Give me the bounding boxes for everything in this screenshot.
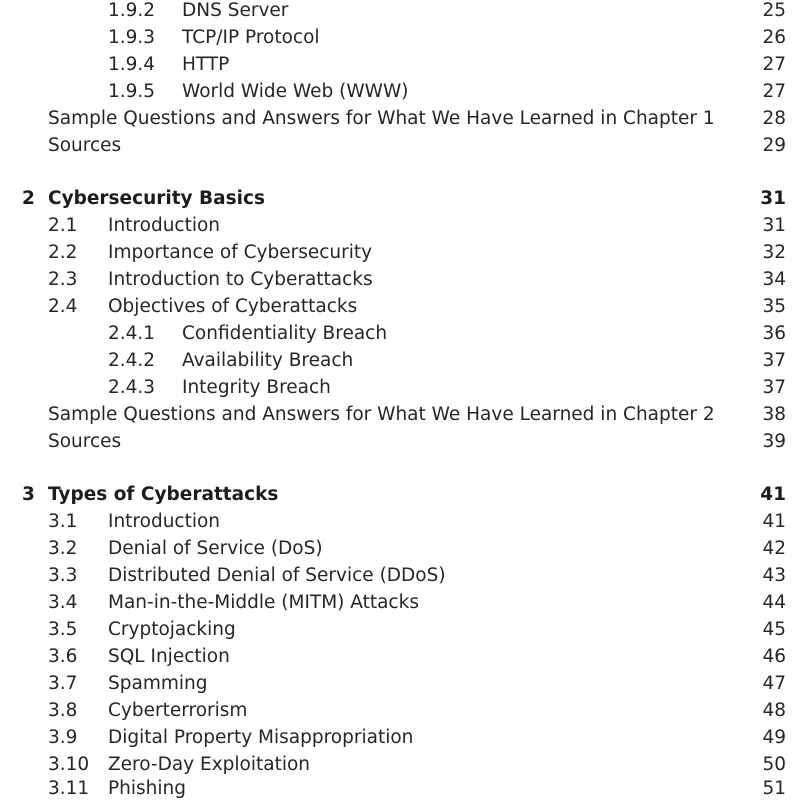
toc-entry-3-5 <box>0 617 800 643</box>
section-title: Phishing <box>108 778 186 799</box>
page-number: 48 <box>762 700 786 721</box>
section-title: Confidentiality Breach <box>182 323 388 344</box>
page-number: 28 <box>762 108 786 129</box>
toc-entry-3-4 <box>0 590 800 616</box>
toc-entry-sources-ch1 <box>0 133 800 159</box>
entry-title: Sample Questions and Answers for What We Have Learned in Chapter 1 <box>48 108 715 129</box>
section-number: 3.11 <box>48 778 90 799</box>
page-number: 27 <box>762 81 786 102</box>
toc-entry-sample-questions-ch2 <box>0 402 800 428</box>
section-number: 3.4 <box>48 592 78 613</box>
section-title: Distributed Denial of Service (DDoS) <box>108 565 446 586</box>
page-number: 38 <box>762 404 786 425</box>
section-title: Importance of Cybersecurity <box>108 242 373 263</box>
page-number: 36 <box>762 323 786 344</box>
page-number: 37 <box>762 350 786 371</box>
section-number: 2.4 <box>48 296 78 317</box>
section-number: 1.9.4 <box>108 54 156 75</box>
toc-entry-sources-ch2 <box>0 429 800 455</box>
section-title: Introduction <box>108 215 221 236</box>
section-number: 3.8 <box>48 700 78 721</box>
toc-entry-2-2 <box>0 240 800 266</box>
section-title: Digital Property Misappropriation <box>108 727 414 748</box>
toc-entry-2-3 <box>0 267 800 293</box>
section-title: TCP/IP Protocol <box>182 27 320 48</box>
section-number: 1.9.5 <box>108 81 156 102</box>
toc-entry-1-9-3 <box>0 25 800 51</box>
section-title: Introduction to Cyberattacks <box>108 269 373 290</box>
page-number: 41 <box>760 484 786 505</box>
page-number: 42 <box>762 538 786 559</box>
entry-title: Sources <box>48 431 122 452</box>
section-number: 3.10 <box>48 754 90 775</box>
section-number: 1.9.3 <box>108 27 156 48</box>
toc-entry-3-6 <box>0 644 800 670</box>
toc-entry-3-7 <box>0 671 800 697</box>
section-number: 2.3 <box>48 269 78 290</box>
section-title: Availability Breach <box>182 350 354 371</box>
chapter-title: Types of Cyberattacks <box>48 484 279 505</box>
toc-chapter-3 <box>0 482 800 508</box>
chapter-title: Cybersecurity Basics <box>48 188 265 209</box>
toc-entry-2-4-1 <box>0 321 800 347</box>
page-number: 41 <box>762 511 786 532</box>
page-number: 44 <box>762 592 786 613</box>
page-number: 31 <box>760 188 786 209</box>
page-number: 49 <box>762 727 786 748</box>
chapter-number: 3 <box>22 484 35 505</box>
section-number: 3.2 <box>48 538 78 559</box>
toc-entry-3-2 <box>0 536 800 562</box>
section-number: 3.1 <box>48 511 78 532</box>
toc-entry-sample-questions-ch1 <box>0 106 800 132</box>
toc-entry-2-4-2 <box>0 348 800 374</box>
section-title: Objectives of Cyberattacks <box>108 296 358 317</box>
section-number: 3.3 <box>48 565 78 586</box>
section-number: 2.1 <box>48 215 78 236</box>
section-number: 3.5 <box>48 619 78 640</box>
page-number: 51 <box>762 778 786 799</box>
section-number: 1.9.2 <box>108 0 156 21</box>
page-number: 46 <box>762 646 786 667</box>
toc-entry-2-4 <box>0 294 800 320</box>
section-title: Cryptojacking <box>108 619 236 640</box>
page-number: 27 <box>762 54 786 75</box>
chapter-number: 2 <box>22 188 35 209</box>
section-title: Integrity Breach <box>182 377 331 398</box>
page-number: 25 <box>762 0 786 21</box>
entry-title: Sources <box>48 135 122 156</box>
toc-entry-3-11 <box>0 776 800 802</box>
toc-entry-2-1 <box>0 213 800 239</box>
toc-entry-1-9-4 <box>0 52 800 78</box>
section-title: Introduction <box>108 511 221 532</box>
page-number: 39 <box>762 431 786 452</box>
section-title: World Wide Web (WWW) <box>182 81 409 102</box>
section-number: 2.2 <box>48 242 78 263</box>
section-title: Spamming <box>108 673 208 694</box>
page-number: 29 <box>762 135 786 156</box>
section-number: 2.4.1 <box>108 323 156 344</box>
section-title: Zero-Day Exploitation <box>108 754 311 775</box>
page-number: 37 <box>762 377 786 398</box>
toc-entry-1-9-2 <box>0 0 800 24</box>
page-number: 26 <box>762 27 786 48</box>
toc-entry-1-9-5 <box>0 79 800 105</box>
section-title: Man-in-the-Middle (MITM) Attacks <box>108 592 419 613</box>
page-number: 32 <box>762 242 786 263</box>
page-number: 45 <box>762 619 786 640</box>
page-number: 31 <box>762 215 786 236</box>
section-number: 3.6 <box>48 646 78 667</box>
toc-entry-3-10 <box>0 752 800 778</box>
section-number: 3.9 <box>48 727 78 748</box>
section-number: 2.4.3 <box>108 377 156 398</box>
page-number: 47 <box>762 673 786 694</box>
section-title: DNS Server <box>182 0 289 21</box>
toc-entry-3-3 <box>0 563 800 589</box>
section-number: 2.4.2 <box>108 350 156 371</box>
toc-entry-3-8 <box>0 698 800 724</box>
toc-entry-3-9 <box>0 725 800 751</box>
toc-entry-3-1 <box>0 509 800 535</box>
page-number: 35 <box>762 296 786 317</box>
section-title: Denial of Service (DoS) <box>108 538 323 559</box>
entry-title: Sample Questions and Answers for What We Have Learned in Chapter 2 <box>48 404 715 425</box>
section-number: 3.7 <box>48 673 78 694</box>
section-title: SQL Injection <box>108 646 230 667</box>
page-number: 34 <box>762 269 786 290</box>
toc-entry-2-4-3 <box>0 375 800 401</box>
toc-chapter-2 <box>0 186 800 212</box>
section-title: HTTP <box>182 54 230 75</box>
section-title: Cyberterrorism <box>108 700 248 721</box>
page-number: 43 <box>762 565 786 586</box>
page-number: 50 <box>762 754 786 775</box>
